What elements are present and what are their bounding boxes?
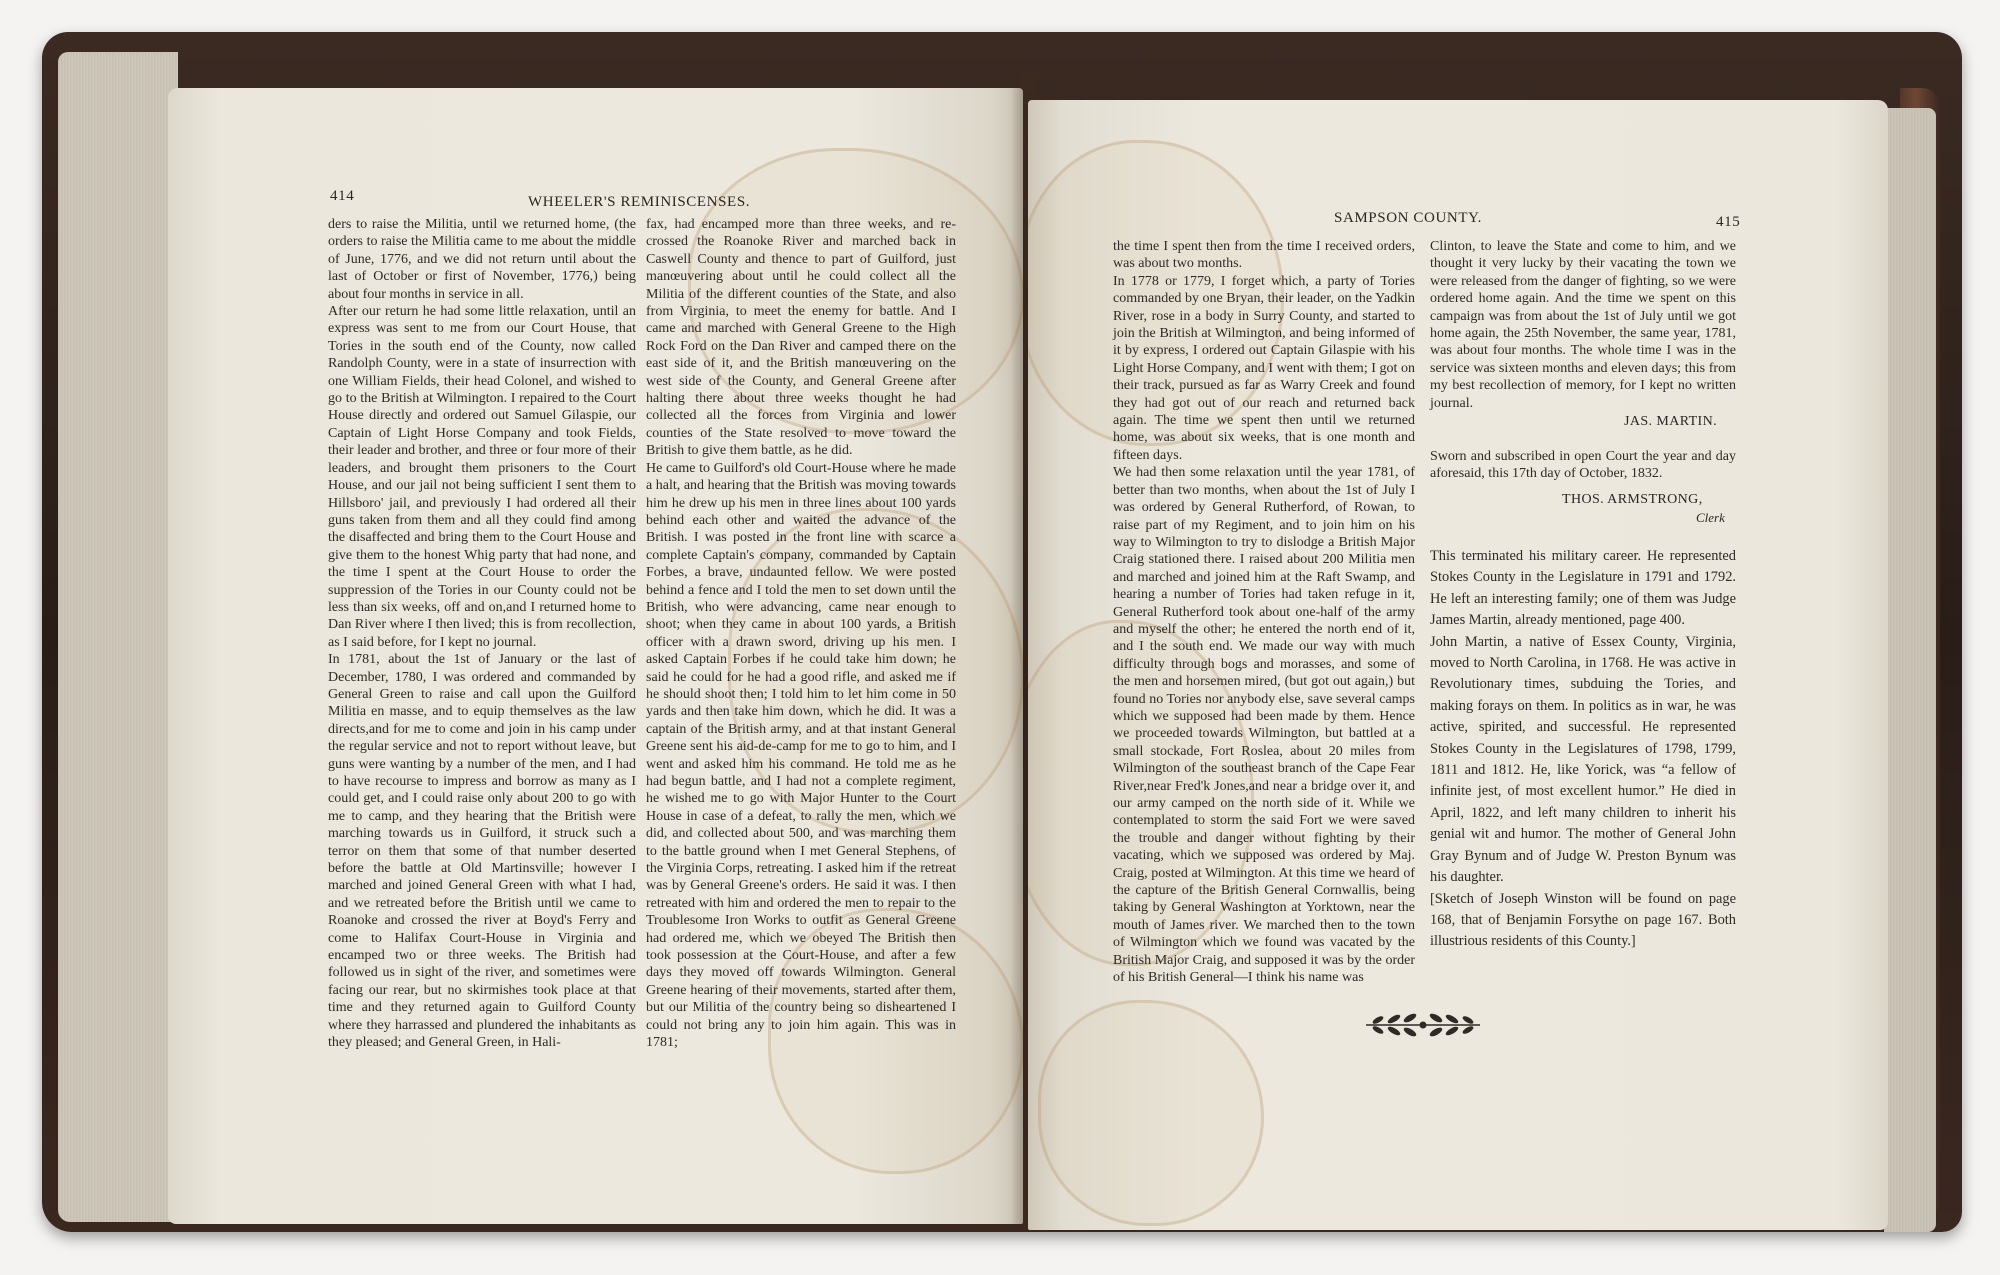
page-number: 414 (330, 188, 355, 204)
sworn-statement: Sworn and subscribed in open Court the year and day aforesaid, this 17th day of October, 1832. (1430, 449, 1736, 482)
signature-jas-martin: JAS. MARTIN. (1624, 414, 1718, 429)
text-column: This terminated his military career. He represented Stokes County in the Legislature in 1791 and 1792. He left an interesting family; one of them was Judge James Martin, already mentioned, page 400. John Martin, a native of Essex County, Virginia, moved to North Carolina, in 1768. He was active in Revolutionary times, subduing the Tories, and making forays on them. In politics as in war, he was active, spirited, and successful. He represented Stokes County in the Legislatures of 1798, 1799, 1811 and 1812. He, like Yorick, was “a fellow of infinite jest, of most excellent humor.” He died in April, 1822, and left many children to inherit his genial wit and humor. The mother of General John Gray Bynum and of Judge W. Preston Bynum was his daughter. [Sketch of Joseph Winston will be found on page 168, that of Benjamin Forsythe on page 167. Both illustrious residents of this County.] (1430, 548, 1736, 950)
text-column: the time I spent then from the time I received orders, was about two months. In 1778 or 1779, I forget which, a party of Tories commanded by one Bryan, their leader, on the Yadkin River, rose in a body in Surry County, and started to join the British at Wilmington, and being informed of it by express, I ordered out Captain Gilaspie with his Light Horse Company, and I went with them; I got on their track, pursued as far as Warry Creek and found they had got out of our reach and returned back again. The time we spent then until we returned home, was about six weeks, that is one month and fifteen days. We had then some relaxation until the year 1781, of better than two months, when about the 1st of July I was ordered by General Rutherford, of Rowan, to raise part of my Regiment, and to join him on his way to Wilmington to try to dislodge a British Major Craig stationed there. I raised about 200 Militia men and marched and joined him at the Raft Swamp, and hearing a number of Tories had taken refuge in it, General Rutherford took about one-half of the army and myself the other; he entered the north end of it, and I the south end. We made our way with much difficulty through bogs and morasses, and some of the men and horsemen mired, (but got out again,) but found no Tories nor anybody else, save several camps which we supposed had been made by them. Hence we proceeded towards Wilmington, but battled at a small stockade, Fort Roslea, about 20 miles from Wilmington of the southeast branch of the Cape Fear River,near Fred'k Jones,and near a bridge over it, and our army camped on the north side of it. While we contemplated to storm the said Fort we were saved the trouble and danger without fighting by their vacating, which we supposed was ordered by Maj. Craig, posted at Wilmington. At this time we heard of the capture of the British General Cornwallis, being taking by General Washington at Yorktown, near the mouth of James river. We marched then to the town of Wilmington which we found was vacated by the British Major Craig, and supposed it was by the order of his British General—I think his name was (1113, 239, 1415, 986)
text-column: fax, had encamped more than three weeks, and re-crossed the Roanoke River and marched back in Caswell County and thence to part of Guilford, just manœuvering about until he could collect all the Militia of the different counties of the State, and also from Virginia, to meet the enemy for battle. And I came and marched with General Greene to the High Rock Ford on the Dan River and camped there on the east side of it, and the British manœuvering on the west side of the County, and General Greene after halting there about three weeks thought he had collected all the forces from Virginia and lower counties of the State resolved to move toward the British to give them battle, as he did. He came to Guilford's old Court-House where he made a halt, and hearing that the British was moving towards him he drew up his men in three lines about 100 yards behind each other and waited the advance of the British. I was posted in the front line with scarce a complete Captain's company, commanded by Captain Forbes, a brave, undaunted fellow. We were posted behind a fence and I told the men to set down until the British, who were advancing, came near enough to shoot; when they came in about 100 yards, a British officer with a drawn sword, driving up his men. I asked Captain Forbes if he could take him down; he said he could for he had a good rifle, and asked me if he should shoot then; I told him to let him come in 50 yards and then take him down, which he did. It was a captain of the British army, and at that instant General Greene sent his aid-de-camp for me to go to him, and I went and asked him his command. He told me as he had begun battle, and I had not a complete regiment, he wished me to go with Major Hunter to the Court House in case of a defeat, to rally the men, which we did, and collected about 500, and was marching them to the battle ground when I met General Stephens, of the Virginia Corps, retreating. I asked him if the retreat was by General Greene's orders. He said it was. I then retreated with him and ordered the men to repair to the Troublesome Iron Works to outfit as General Greene had ordered me, which we obeyed The British then took possession at the Court-House, and after a few days they moved off towards Wilmington. General Greene hearing of their movements, started after them, but our Militia of the country being so disheartened I could not bring any to join him again. This was in 1781; (646, 217, 956, 1051)
signature-thos-armstrong: THOS. ARMSTRONG, (1562, 492, 1703, 507)
leaf-sprig-ornament-icon (1358, 1010, 1488, 1040)
page-stack-left (58, 52, 178, 1222)
running-head: WHEELER'S REMINISCENSES. (528, 194, 751, 210)
text-column: ders to raise the Militia, until we returned home, (the orders to raise the Militia came to me about the middle of June, 1776, and we did not return until about the last of October or first of November, 1776,) being about four months in service in all. After our return he had some little relaxation, until an express was sent to me from our Court House, that Tories in the south end of the County, now called Randolph County, were in a state of insurrection with one William Fields, their head Colonel, and wished to go to the British at Wilmington. I repaired to the Court House directly and ordered out Samuel Gilaspie, our Captain of Light Horse Company and took Fields, their leader and brother, and three or four more of their leaders, and brought them prisoners to the Court House, and our jail not being sufficient I sent them to Hillsboro' jail, and previously I had ordered all their guns taken from them and all they could find among the disaffected and bring them to the Court House and give them to the honest Whig party that had none, and the time I spent at the Court House to order the suppression of the Tories in our County could not be less than six weeks, off and on,and I returned home to Dan River where I then lived; this is from recollection, as I said before, for I kept no journal. In 1781, about the 1st of January or the last of December, 1780, I was ordered and commanded by General Green to raise and call upon the Guilford Militia en masse, and to equip themselves as the law directs,and for me to come and join in his camp under the regular service and not to report without leave, but guns were wanting by a number of the men, and I had to have recourse to impress and borrow as many as I could get, and I could raise only about 200 to go with me to camp, and they hearing that the British were marching towards us in Guilford, it struck such a terror on them that some of that number deserted before the battle at Old Martinsville; however I marched and joined General Green with what I had, and we retreated before the British until we came to Roanoke and crossed the river at Boyd's Ferry and come to Halifax Court-House in Virginia and encamped two or three weeks. The British had followed us in sight of the river, and sometimes were facing our rear, but no skirmishes took place at that time and they returned again to Guilford County where they harrassed and plundered the inhabitants as they pleased; and General Green, in Hali- (328, 217, 636, 1051)
clerk-label: Clerk (1696, 510, 1725, 525)
left-page (168, 88, 1023, 1224)
text-column: Clinton, to leave the State and come to him, and we thought it very lucky by their vacating the town we were released from the danger of fighting, so we were ordered home again. And the time we spent on this campaign was from about the 1st of July until we got home again, the 25th November, the same year, 1781, was about four months. The whole time I was in the service was sixteen months and eleven days; this from my best recollection of memory, for I kept no written journal. (1430, 239, 1736, 411)
running-head: SAMPSON COUNTY. (1334, 210, 1482, 226)
water-stain (1038, 1000, 1264, 1226)
page-stack-right (1884, 108, 1936, 1232)
right-page (1028, 100, 1888, 1230)
page-number: 415 (1716, 214, 1741, 230)
